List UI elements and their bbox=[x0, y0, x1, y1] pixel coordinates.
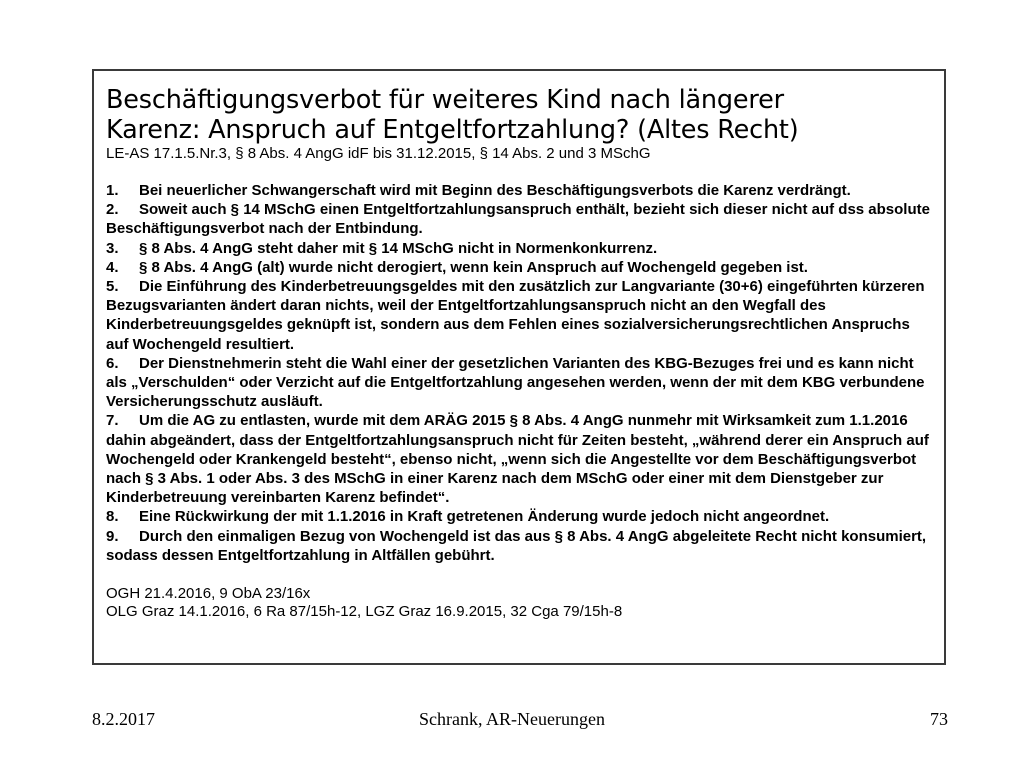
point-item bbox=[106, 411, 932, 507]
point-item bbox=[106, 277, 932, 354]
point-text: Die Einführung des Kinderbetreuungsgeldes mit den zusätzlich zur Langvariante (30+6) eingeführten kürzeren Bezugsvarianten ändert daran nichts, weil der Entgeltfortzahlungsanspruch nicht an den Wegfall des Kinderbetreuungsgeldes geknüpft ist, sondern aus dem Fehlen eines sozialversicherungsrechtlichen Anspruchs auf Wochengeld resultiert. bbox=[106, 278, 925, 353]
point-text: § 8 Abs. 4 AngG (alt) wurde nicht derogiert, wenn kein Anspruch auf Wochengeld gegeben ist. bbox=[139, 258, 808, 276]
footer-date: 8.2.2017 bbox=[92, 709, 155, 729]
title-line-1: Beschäftigungsverbot für weiteres Kind nach längerer bbox=[106, 85, 784, 115]
footer-author: Schrank, AR-Neuerungen bbox=[419, 709, 605, 729]
point-number: 7. bbox=[106, 412, 119, 430]
point-item bbox=[106, 354, 932, 412]
points-list bbox=[106, 181, 932, 565]
point-text: Der Dienstnehmerin steht die Wahl einer der gesetzlichen Varianten des KBG-Bezuges frei und es kann nicht als „Verschulden“ oder Verzicht auf die Entgeltfortzahlung angesehen werden, wenn der mit dem KBG verbundene Versicherungsschutz ausläuft. bbox=[106, 354, 925, 411]
point-text: Bei neuerlicher Schwangerschaft wird mit Beginn des Beschäftigungsverbots die Karenz verdrängt. bbox=[139, 182, 851, 199]
point-number: 9. bbox=[106, 527, 119, 545]
point-number: 1. bbox=[106, 182, 119, 199]
point-item bbox=[106, 507, 932, 526]
point-number: 3. bbox=[106, 239, 119, 257]
content-box bbox=[92, 69, 946, 665]
point-number: 2. bbox=[106, 201, 119, 219]
point-item bbox=[106, 239, 932, 258]
point-item bbox=[106, 200, 932, 238]
point-item bbox=[106, 258, 932, 277]
point-number: 4. bbox=[106, 258, 119, 276]
point-text: Soweit auch § 14 MSchG einen Entgeltfortzahlungsanspruch enthält, bezieht sich dieser nicht auf dss absolute Beschäftigungsverbot nach der Entbindung. bbox=[106, 201, 930, 238]
title-line-2: Karenz: Anspruch auf Entgeltfortzahlung? (Altes Recht) bbox=[106, 115, 799, 145]
point-item bbox=[106, 527, 932, 565]
source-citation-ogh: OGH 21.4.2016, 9 ObA 23/16x bbox=[106, 585, 311, 603]
point-text: Durch den einmaligen Bezug von Wochengeld ist das aus § 8 Abs. 4 AngG abgeleitete Recht nicht konsumiert, sodass dessen Entgeltfortzahlung in Altfällen gebührt. bbox=[106, 527, 927, 564]
legal-reference: LE-AS 17.1.5.Nr.3, § 8 Abs. 4 AngG idF bis 31.12.2015, § 14 Abs. 2 und 3 MSchG bbox=[106, 145, 651, 162]
point-number: 5. bbox=[106, 278, 119, 296]
point-number: 8. bbox=[106, 508, 119, 526]
slide-title bbox=[106, 85, 932, 145]
point-item bbox=[106, 181, 932, 200]
point-number: 6. bbox=[106, 354, 119, 372]
point-text: Um die AG zu entlasten, wurde mit dem ARÄG 2015 § 8 Abs. 4 AngG nunmehr mit Wirksamkeit zum 1.1.2016 dahin abgeändert, dass der Entgeltfortzahlungsanspruch nicht für Zeiten besteht, „während derer ein Anspruch auf Wochengeld oder Krankengeld besteht“, ebenso nicht, „wenn sich die Angestellte vor dem Beschäftigungsverbot nach § 3 Abs. 1 oder Abs. 3 des MSchG in einer Karenz nach dem MSchG oder einer mit dem Dienstgeber zur Kinderbetreuung vereinbarten Karenz befindet“. bbox=[106, 412, 929, 507]
source-citation-olg: OLG Graz 14.1.2016, 6 Ra 87/15h-12, LGZ Graz 16.9.2015, 32 Cga 79/15h-8 bbox=[106, 603, 623, 621]
point-text: § 8 Abs. 4 AngG steht daher mit § 14 MSchG nicht in Normenkonkurrenz. bbox=[139, 239, 658, 257]
point-text: Eine Rückwirkung der mit 1.1.2016 in Kraft getretenen Änderung wurde jedoch nicht angeordnet. bbox=[139, 508, 830, 526]
page-number: 73 bbox=[930, 709, 948, 729]
